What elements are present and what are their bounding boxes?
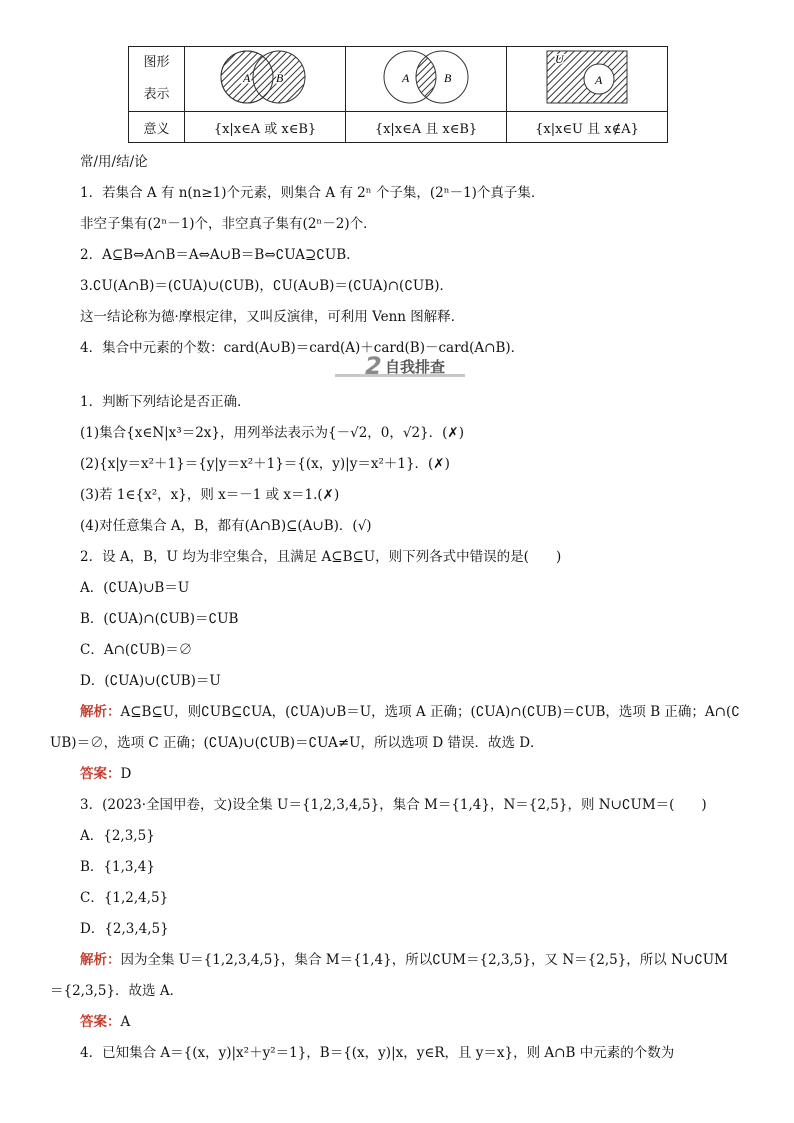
q3-analysis-label: 解析： [80, 952, 121, 968]
q2-analysis-line-2: UB)＝∅，选项 C 正确；(∁UA)∪(∁UB)＝∁UA≠U，所以选项 D 错误．故选 D． [50, 735, 544, 751]
q3-analysis-text-1: 因为全集 U＝{1,2,3,4,5}，集合 M＝{1,4}，所以∁UM＝{2,3,5}，又 N＝{2,5}，所以 N∪∁UM [120, 952, 728, 968]
q1-item-4: (4)对任意集合 A，B，都有(A∩B)⊆(A∪B)．(√) [80, 518, 372, 534]
q2-option-a: A．(∁UA)∪B＝U [80, 580, 190, 596]
section-number: 2 [365, 352, 382, 378]
q2-analysis-text-1: A⊆B⊆U，则∁UB⊆∁UA，(∁UA)∪B＝U，选项 A 正确；(∁UA)∩(∁UB)＝∁UB，选项 B 正确；A∩(∁ [120, 704, 740, 720]
set-operations-table [128, 46, 668, 143]
figure-label-2: 表示 [143, 87, 170, 102]
intersection-figure-cell [346, 47, 507, 112]
intersection-label-a: A [402, 71, 410, 85]
q3-answer-value: A [120, 1014, 131, 1030]
union-meaning: {x|x∈A 或 x∈B} [185, 112, 346, 143]
complement-figure-cell [507, 47, 668, 112]
q2-answer [80, 762, 131, 782]
q2-answer-label: 答案： [80, 766, 121, 782]
q2-answer-value: D [120, 766, 132, 782]
q3-analysis-line-1 [80, 948, 728, 968]
q3-option-c: C．{1,2,4,5} [80, 890, 169, 906]
q1-item-2: (2){x|y＝x²＋1}＝{y|y＝x²＋1}＝{(x，y)|y＝x²＋1}．(✗) [80, 456, 450, 472]
union-label-b: B [276, 71, 284, 85]
meaning-label: 意义 [129, 112, 185, 143]
q3-analysis-line-2: ＝{2,3,5}．故选 A． [50, 983, 184, 999]
figure-label-cell [129, 47, 185, 112]
complement-venn-diagram [507, 47, 667, 107]
q2-option-c: C．A∩(∁UB)＝∅ [80, 642, 193, 658]
conclusion-line-3: 2．A⊆B⇔A∩B＝A⇔A∪B＝B⇔∁UA⊇∁UB. [80, 247, 351, 263]
section-banner [335, 352, 465, 378]
q1-stem: 1．判断下列结论是否正确． [80, 394, 251, 410]
conclusions-heading: 常/用/结/论 [80, 154, 148, 170]
union-venn-diagram [185, 47, 345, 107]
q3-option-d: D．{2,3,4,5} [80, 921, 169, 937]
conclusion-line-4: 3.∁U(A∩B)＝(∁UA)∪(∁UB)，∁U(A∪B)＝(∁UA)∩(∁UB)． [80, 278, 453, 294]
q3-option-a: A．{2,3,5} [80, 828, 155, 844]
figure-label-1: 图形 [143, 55, 170, 70]
conclusion-line-6: 4．集合中元素的个数：card(A∪B)＝card(A)＋card(B)－card(A∩B)． [80, 340, 525, 356]
q3-answer-label: 答案： [80, 1014, 121, 1030]
intersection-venn-diagram [346, 47, 506, 107]
q2-analysis-label: 解析： [80, 704, 121, 720]
union-label-a: A [243, 71, 251, 85]
intersection-meaning: {x|x∈A 且 x∈B} [346, 112, 507, 143]
q1-item-1: (1)集合{x∈N|x³＝2x}，用列举法表示为{－√2，0，√2}．(✗) [80, 425, 464, 441]
q3-answer [80, 1010, 130, 1030]
intersection-label-b: B [444, 71, 452, 85]
conclusion-line-5: 这一结论称为德·摩根定律，又叫反演律，可利用 Venn 图解释． [80, 309, 465, 325]
complement-label-a: A [595, 73, 603, 87]
q2-option-b: B．(∁UA)∩(∁UB)＝∁UB [80, 611, 239, 627]
q2-stem: 2．设 A，B，U 均为非空集合，且满足 A⊆B⊆U，则下列各式中错误的是( ) [80, 549, 562, 565]
conclusion-line-2: 非空子集有(2ⁿ－1)个，非空真子集有(2ⁿ－2)个． [80, 216, 377, 232]
q2-analysis-line-1 [80, 700, 740, 720]
q2-option-d: D．(∁UA)∪(∁UB)＝U [80, 673, 221, 689]
q1-item-3: (3)若 1∈{x²，x}，则 x＝－1 或 x＝1.(✗) [80, 487, 340, 503]
union-figure-cell [185, 47, 346, 112]
section-title: 自我排查 [385, 358, 446, 376]
complement-meaning: {x|x∈U 且 x∉A} [507, 112, 668, 143]
q3-option-b: B．{1,3,4} [80, 859, 155, 875]
q4-stem: 4．已知集合 A＝{(x，y)|x²＋y²＝1}，B＝{(x，y)|x，y∈R，且 y＝x}，则 A∩B 中元素的个数为 [80, 1045, 675, 1061]
conclusion-line-1: 1．若集合 A 有 n(n≥1)个元素，则集合 A 有 2ⁿ 个子集，(2ⁿ－1)个真子集． [80, 185, 545, 201]
complement-label-u: U [555, 52, 564, 66]
q3-stem: 3．(2023·全国甲卷，文)设全集 U＝{1,2,3,4,5}，集合 M＝{1,4}，N＝{2,5}，则 N∪∁UM＝( ) [80, 797, 707, 813]
